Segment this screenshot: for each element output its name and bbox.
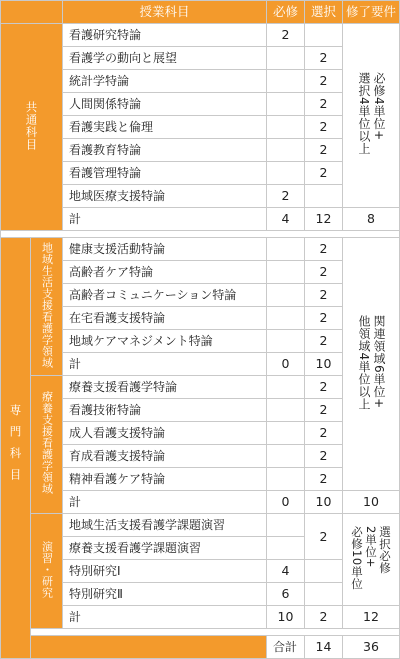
total-elective: 12 <box>305 208 343 231</box>
area-care-support: 療養支援看護学領域 <box>31 376 63 514</box>
total-label: 計 <box>63 208 267 231</box>
required-credits <box>267 376 305 399</box>
elective-credits: 2 <box>305 330 343 353</box>
category-specialty: 専門科目 <box>1 238 31 659</box>
required-credits <box>267 307 305 330</box>
elective-credits: 2 <box>305 238 343 261</box>
subject-name: 看護技術特論 <box>63 399 267 422</box>
required-credits <box>267 162 305 185</box>
area-practice-research: 演習・研究 <box>31 514 63 629</box>
subject-name: 療養支援看護学特論 <box>63 376 267 399</box>
subject-name: 統計学特論 <box>63 70 267 93</box>
spacer <box>1 231 400 238</box>
subject-name: 育成看護支援特論 <box>63 445 267 468</box>
header-subject: 授業科目 <box>63 1 267 24</box>
required-credits <box>267 93 305 116</box>
spacer-row <box>1 231 400 238</box>
table-row <box>1 24 400 47</box>
elective-credits: 2 <box>305 284 343 307</box>
elective-credits: 2 <box>305 261 343 284</box>
subject-name: 地域医療支援特論 <box>63 185 267 208</box>
grand-total-row <box>1 636 400 659</box>
header-elective: 選択 <box>305 1 343 24</box>
subject-name: 高齢者コミュニケーション特論 <box>63 284 267 307</box>
requirement-practice: 選択必修 2単位+ 必修10単位 <box>343 514 400 606</box>
elective-credits: 2 <box>305 116 343 139</box>
header-corner <box>1 1 63 24</box>
header-requirement: 修了要件 <box>343 1 400 24</box>
category-common: 共通科目 <box>1 24 63 231</box>
subject-name: 看護実践と倫理 <box>63 116 267 139</box>
subject-name: 精神看護ケア特論 <box>63 468 267 491</box>
elective-credits: 2 <box>305 70 343 93</box>
total-label: 計 <box>63 606 267 629</box>
required-credits: 2 <box>267 185 305 208</box>
total-requirement: 12 <box>343 606 400 629</box>
grand-total-corner <box>31 636 267 659</box>
elective-credits: 2 <box>305 93 343 116</box>
subject-name: 地域ケアマネジメント特論 <box>63 330 267 353</box>
required-credits <box>267 70 305 93</box>
elective-credits <box>305 185 343 208</box>
table-row <box>1 514 400 537</box>
elective-credits: 2 <box>305 307 343 330</box>
elective-credits <box>305 24 343 47</box>
table-row <box>1 238 400 261</box>
subject-name: 看護管理特論 <box>63 162 267 185</box>
total-required: 10 <box>267 606 305 629</box>
total-requirement: 8 <box>343 208 400 231</box>
subject-name: 療養支援看護学課題演習 <box>63 537 267 560</box>
subject-name: 高齢者ケア特論 <box>63 261 267 284</box>
elective-credits <box>305 560 343 583</box>
required-credits <box>267 445 305 468</box>
elective-credits: 2 <box>305 139 343 162</box>
required-credits <box>267 399 305 422</box>
required-credits <box>267 47 305 70</box>
required-credits <box>267 514 305 537</box>
required-credits <box>267 116 305 139</box>
total-required: 4 <box>267 208 305 231</box>
total-label: 計 <box>63 353 267 376</box>
grand-total-required: 14 <box>305 636 343 659</box>
subject-name: 健康支援活動特論 <box>63 238 267 261</box>
elective-credits: 2 <box>305 376 343 399</box>
required-credits <box>267 422 305 445</box>
required-credits <box>267 468 305 491</box>
required-credits <box>267 261 305 284</box>
subject-name: 特別研究Ⅱ <box>63 583 267 606</box>
required-credits <box>267 537 305 560</box>
required-credits <box>267 139 305 162</box>
total-label: 計 <box>63 491 267 514</box>
required-credits: 4 <box>267 560 305 583</box>
total-requirement: 10 <box>343 491 400 514</box>
requirement-common: 必修4単位+ 選択4単位以上 <box>343 24 400 208</box>
total-elective: 10 <box>305 353 343 376</box>
required-credits <box>267 284 305 307</box>
table-row <box>1 376 400 399</box>
grand-total-elective: 36 <box>343 636 400 659</box>
elective-credits <box>305 583 343 606</box>
total-elective: 10 <box>305 491 343 514</box>
subject-name: 看護教育特論 <box>63 139 267 162</box>
spacer <box>31 629 400 636</box>
subject-name: 地域生活支援看護学課題演習 <box>63 514 267 537</box>
required-credits <box>267 330 305 353</box>
grand-total-label: 合計 <box>267 636 305 659</box>
total-elective: 2 <box>305 606 343 629</box>
required-credits <box>267 238 305 261</box>
spacer-row <box>1 629 400 636</box>
elective-credits: 2 <box>305 399 343 422</box>
elective-credits: 2 <box>305 514 343 560</box>
area-community-support: 地域生活支援看護学領域 <box>31 238 63 376</box>
elective-credits: 2 <box>305 162 343 185</box>
subject-name: 看護研究特論 <box>63 24 267 47</box>
requirement-areas: 関連領域6単位+ 他領域4単位以上 <box>343 238 400 491</box>
header-required: 必修 <box>267 1 305 24</box>
subject-name: 成人看護支援特論 <box>63 422 267 445</box>
subject-name: 看護学の動向と展望 <box>63 47 267 70</box>
required-credits: 2 <box>267 24 305 47</box>
subject-name: 特別研究Ⅰ <box>63 560 267 583</box>
elective-credits: 2 <box>305 422 343 445</box>
total-required: 0 <box>267 353 305 376</box>
total-required: 0 <box>267 491 305 514</box>
elective-credits: 2 <box>305 468 343 491</box>
elective-credits: 2 <box>305 47 343 70</box>
elective-credits: 2 <box>305 445 343 468</box>
subject-name: 在宅看護支援特論 <box>63 307 267 330</box>
subject-name: 人間関係特論 <box>63 93 267 116</box>
header-row <box>1 1 400 24</box>
required-credits: 6 <box>267 583 305 606</box>
